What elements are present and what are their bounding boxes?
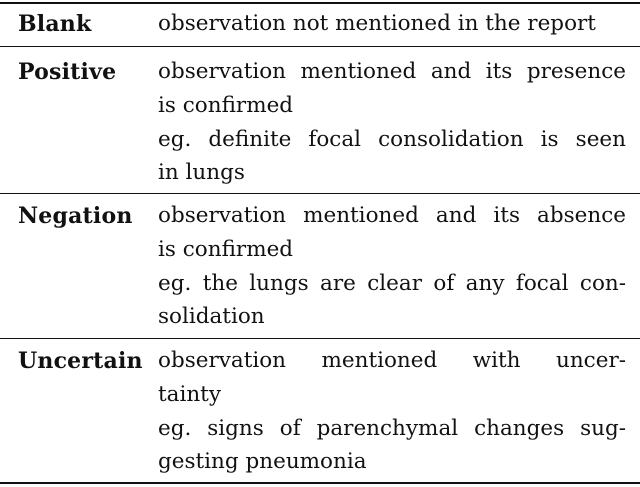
row-label-negation: Negation [18,203,133,229]
row-description-positive [158,55,626,190]
row-description-uncertain [158,344,626,479]
description-line: eg. signs of parenchymal changes sug- [158,415,626,441]
description-line: eg. the lungs are clear of any focal con- [158,270,626,296]
row-description-negation [158,199,626,334]
row-label-blank: Blank [18,11,92,37]
description-line: gesting pneumonia [158,449,367,475]
description-line: is confirmed [158,236,294,262]
description-line: observation mentioned with uncer- [158,348,626,373]
description-line: eg. definite focal consolidation is seen [158,126,626,152]
description-line: observation mentioned and its presence [158,59,626,84]
row-description-blank [158,7,626,41]
row-divider [0,338,640,339]
description-line: solidation [158,304,265,330]
table-bottom-rule [0,482,640,484]
row-divider [0,46,640,47]
row-divider [0,193,640,194]
description-line: is confirmed [158,92,294,118]
row-label-uncertain: Uncertain [18,348,143,374]
description-line: observation not mentioned in the report [158,11,596,36]
description-line: in lungs [158,160,245,186]
description-line: tainty [158,381,221,407]
table-top-rule [0,2,640,4]
row-label-positive: Positive [18,59,117,85]
description-line: observation mentioned and its absence [158,203,626,228]
